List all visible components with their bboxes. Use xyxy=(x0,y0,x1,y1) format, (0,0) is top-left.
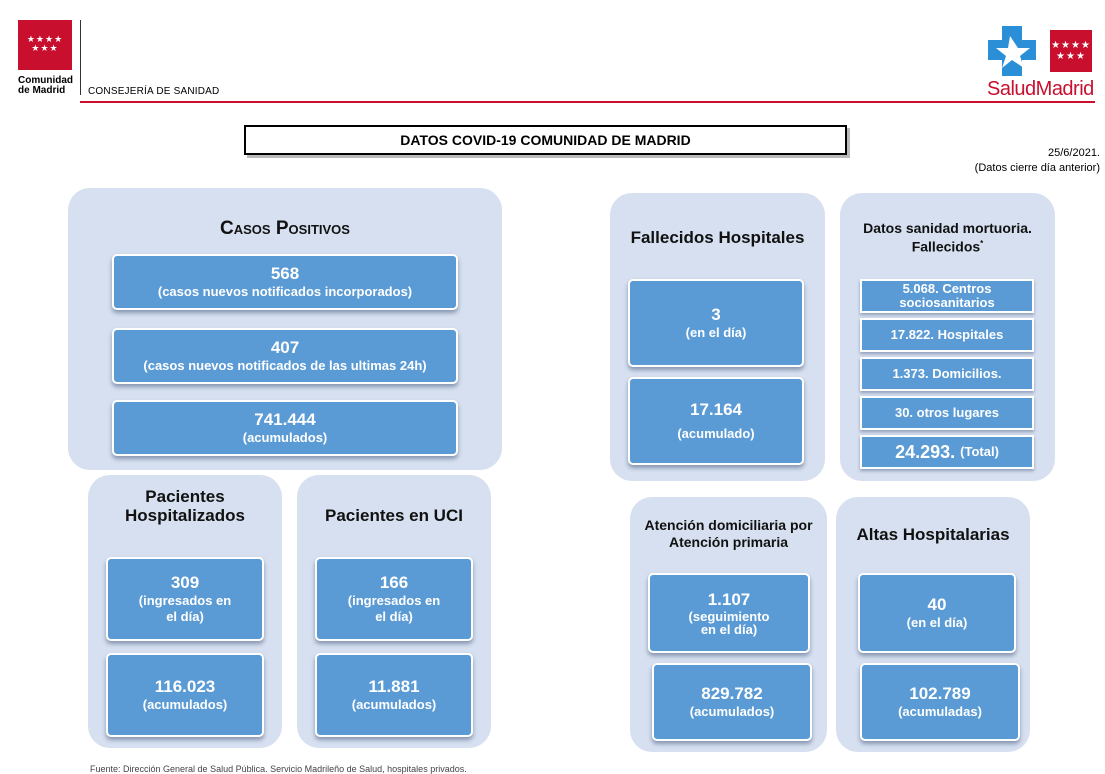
org-name xyxy=(18,76,73,96)
atencion-dia-box xyxy=(648,573,810,653)
value: 407 xyxy=(270,338,300,357)
stars-icon: ★★★★ ★★★ xyxy=(26,35,64,54)
brand-name: SaludMadrid xyxy=(987,78,1094,100)
pacientes-hospitalizados-panel xyxy=(88,475,282,748)
value: 568 xyxy=(270,264,300,283)
value: 829.782 xyxy=(701,684,763,703)
department-name: CONSEJERÍA DE SANIDAD xyxy=(88,86,220,97)
label: (casos nuevos notificados de las ultimas 24h) xyxy=(143,358,427,373)
label-line1: (ingresados en xyxy=(138,593,232,608)
uci-acumulados-box xyxy=(315,653,473,737)
hospitalizados-dia-box xyxy=(106,557,264,641)
fallecidos-acumulado-box xyxy=(628,377,804,465)
panel-title: Altas Hospitalarias xyxy=(856,525,1010,544)
atencion-domiciliaria-panel xyxy=(630,497,827,752)
casos-nuevos-24h-box xyxy=(112,328,458,384)
total-box xyxy=(860,435,1034,469)
panel-title xyxy=(630,517,827,551)
value: 116.023 xyxy=(154,677,216,696)
value: 17.164 xyxy=(690,400,742,419)
value: 102.789 xyxy=(909,684,971,703)
label-line2: en el día) xyxy=(700,622,758,637)
header-divider xyxy=(80,101,1095,103)
altas-dia-box xyxy=(858,573,1016,653)
source-footnote: Fuente: Dirección General de Salud Pública. Servicio Madrileño de Salud, hospitales privados. xyxy=(90,764,467,774)
line2: sociosanitarios xyxy=(899,295,995,310)
org-name-line1: Comunidad xyxy=(18,75,73,86)
panel-title xyxy=(840,220,1055,255)
pacientes-uci-panel xyxy=(297,475,491,748)
casos-acumulados-box xyxy=(112,400,458,456)
sanidad-mortuoria-panel xyxy=(840,193,1055,481)
title-line1: Datos sanidad mortuoria. xyxy=(863,220,1032,236)
label: (en el día) xyxy=(685,325,747,340)
label: (acumulados) xyxy=(142,697,228,712)
label: 1.373. Domicilios. xyxy=(892,366,1002,381)
report-title: DATOS COVID-19 COMUNIDAD DE MADRID xyxy=(244,125,847,155)
value: 3 xyxy=(711,305,721,324)
title-line2: Atención primaria xyxy=(668,534,789,550)
madrid-flag-icon: ★★★★ ★★★ xyxy=(1050,30,1092,72)
label-line2: el día) xyxy=(375,609,413,624)
label: (acumulado) xyxy=(677,426,755,441)
header-separator xyxy=(80,20,81,95)
atencion-acumulados-box xyxy=(652,663,812,741)
centros-sociosanitarios-box xyxy=(860,279,1034,313)
panel-title: Casos Positivos xyxy=(220,218,350,239)
label: (acumuladas) xyxy=(898,704,982,719)
label-line1: (ingresados en xyxy=(347,593,441,608)
salud-madrid-cross-icon xyxy=(988,26,1048,76)
report-date xyxy=(940,146,1100,176)
title-line1: Pacientes xyxy=(145,487,225,506)
label: (acumulados) xyxy=(242,430,328,445)
label: (acumulados) xyxy=(351,697,437,712)
org-name-line2: de Madrid xyxy=(18,85,66,96)
date-value: 25/6/2021. xyxy=(1048,147,1100,159)
altas-acumuladas-box xyxy=(860,663,1020,741)
altas-hospitalarias-panel xyxy=(836,497,1030,752)
uci-dia-box xyxy=(315,557,473,641)
label: (acumulados) xyxy=(689,704,775,719)
value: 309 xyxy=(170,573,200,592)
fallecidos-dia-box xyxy=(628,279,804,367)
footnote-mark: * xyxy=(980,239,984,248)
title-line1: Atención domiciliaria por xyxy=(644,517,813,533)
panel-title: Fallecidos Hospitales xyxy=(630,228,805,247)
otros-lugares-box xyxy=(860,396,1034,430)
value: 1.107 xyxy=(707,590,751,609)
title-line2: Fallecidos xyxy=(911,238,981,255)
hospitalizados-acumulados-box xyxy=(106,653,264,737)
label: (casos nuevos notificados incorporados) xyxy=(157,284,413,299)
label-line2: el día) xyxy=(166,609,204,624)
label: (en el día) xyxy=(906,615,968,630)
label-line1: (seguimiento xyxy=(688,609,770,624)
panel-title: Pacientes en UCI xyxy=(325,506,463,525)
label: 30. otros lugares xyxy=(894,405,1000,420)
value: 11.881 xyxy=(368,677,420,696)
casos-positivos-panel xyxy=(68,188,502,470)
domicilios-box xyxy=(860,357,1034,391)
label: 17.822. Hospitales xyxy=(890,327,1004,342)
total-value: 24.293. xyxy=(895,442,956,462)
value: 40 xyxy=(927,595,947,614)
fallecidos-hospitales-panel xyxy=(610,193,825,481)
value: 166 xyxy=(379,573,409,592)
hospitales-box xyxy=(860,318,1034,352)
total-label: (Total) xyxy=(960,444,999,459)
date-note: (Datos cierre día anterior) xyxy=(974,162,1100,174)
line1: 5.068. Centros xyxy=(902,281,992,296)
title-line2: Hospitalizados xyxy=(125,506,245,525)
panel-title xyxy=(88,487,282,525)
value: 741.444 xyxy=(254,410,316,429)
casos-nuevos-incorporados-box xyxy=(112,254,458,310)
comunidad-madrid-logo xyxy=(18,20,72,70)
